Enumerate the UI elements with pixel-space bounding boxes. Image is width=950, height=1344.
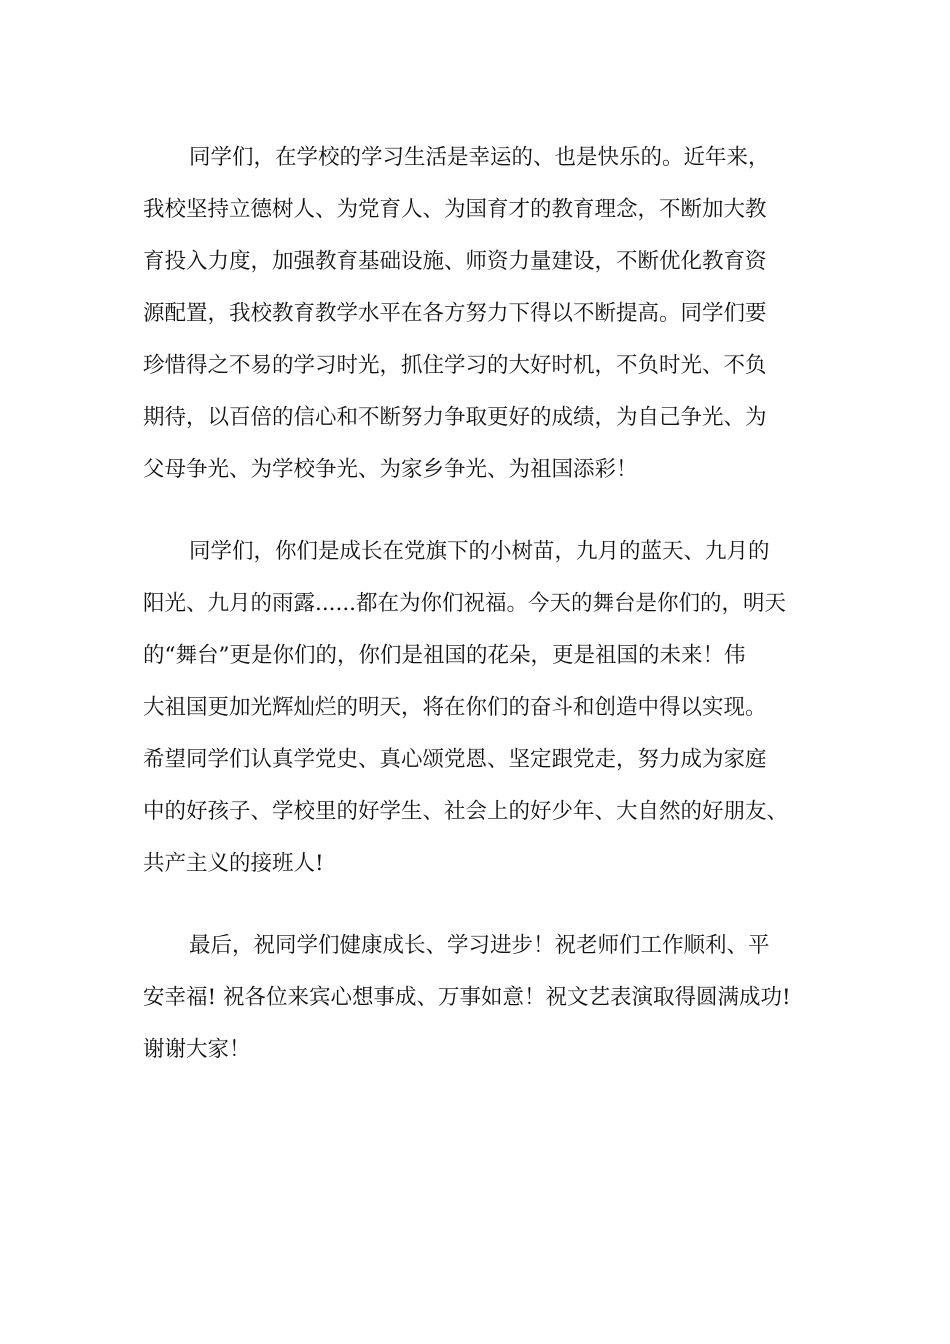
paragraph-line: 共产主义的接班人! bbox=[143, 851, 324, 876]
paragraph-1 bbox=[143, 132, 813, 496]
paragraph-line: 父母争光、为学校争光、为家乡争光、为祖国添彩！ bbox=[143, 457, 638, 482]
paragraph-line: 珍惜得之不易的学习时光，抓住学习的大好时机，不负时光、不负 bbox=[143, 353, 767, 378]
paragraph-line: 育投入力度，加强教育基础设施、师资力量建设，不断优化教育资 bbox=[143, 249, 767, 274]
paragraph-line: 同学们，在学校的学习生活是幸运的、也是快乐的。近年来， bbox=[189, 145, 770, 170]
paragraph-3 bbox=[143, 920, 813, 1076]
document-body bbox=[143, 132, 813, 1106]
paragraph-line: 中的好孩子、学校里的好学生、社会上的好少年、大自然的好朋友、 bbox=[143, 799, 789, 824]
paragraph-line: 源配置，我校教育教学水平在各方努力下得以不断提高。同学们要 bbox=[143, 301, 767, 326]
paragraph-line: 谢谢大家！ bbox=[143, 1037, 251, 1062]
paragraph-line: 大祖国更加光辉灿烂的明天，将在你们的奋斗和创造中得以实现。 bbox=[143, 695, 767, 720]
paragraph-line: 期待，以百倍的信心和不断努力争取更好的成绩，为自己争光、为 bbox=[143, 405, 767, 430]
paragraph-line: 同学们，你们是成长在党旗下的小树苗，九月的蓝天、九月的 bbox=[189, 539, 770, 564]
paragraph-line: 我校坚持立德树人、为党育人、为国育才的教育理念，不断加大教 bbox=[143, 197, 767, 222]
paragraph-line: 的“舞台”更是你们的，你们是祖国的花朵，更是祖国的未来！伟 bbox=[143, 643, 746, 668]
paragraph-2 bbox=[143, 526, 813, 890]
paragraph-line: 阳光、九月的雨露......都在为你们祝福。今天的舞台是你们的，明天 bbox=[143, 591, 787, 616]
paragraph-line: 希望同学们认真学党史、真心颂党恩、坚定跟党走，努力成为家庭 bbox=[143, 747, 767, 772]
paragraph-line: 最后，祝同学们健康成长、学习进步！祝老师们工作顺利、平 bbox=[189, 933, 770, 958]
paragraph-line: 安幸福! 祝各位来宾心想事成、万事如意！祝文艺表演取得圆满成功! bbox=[143, 985, 791, 1010]
